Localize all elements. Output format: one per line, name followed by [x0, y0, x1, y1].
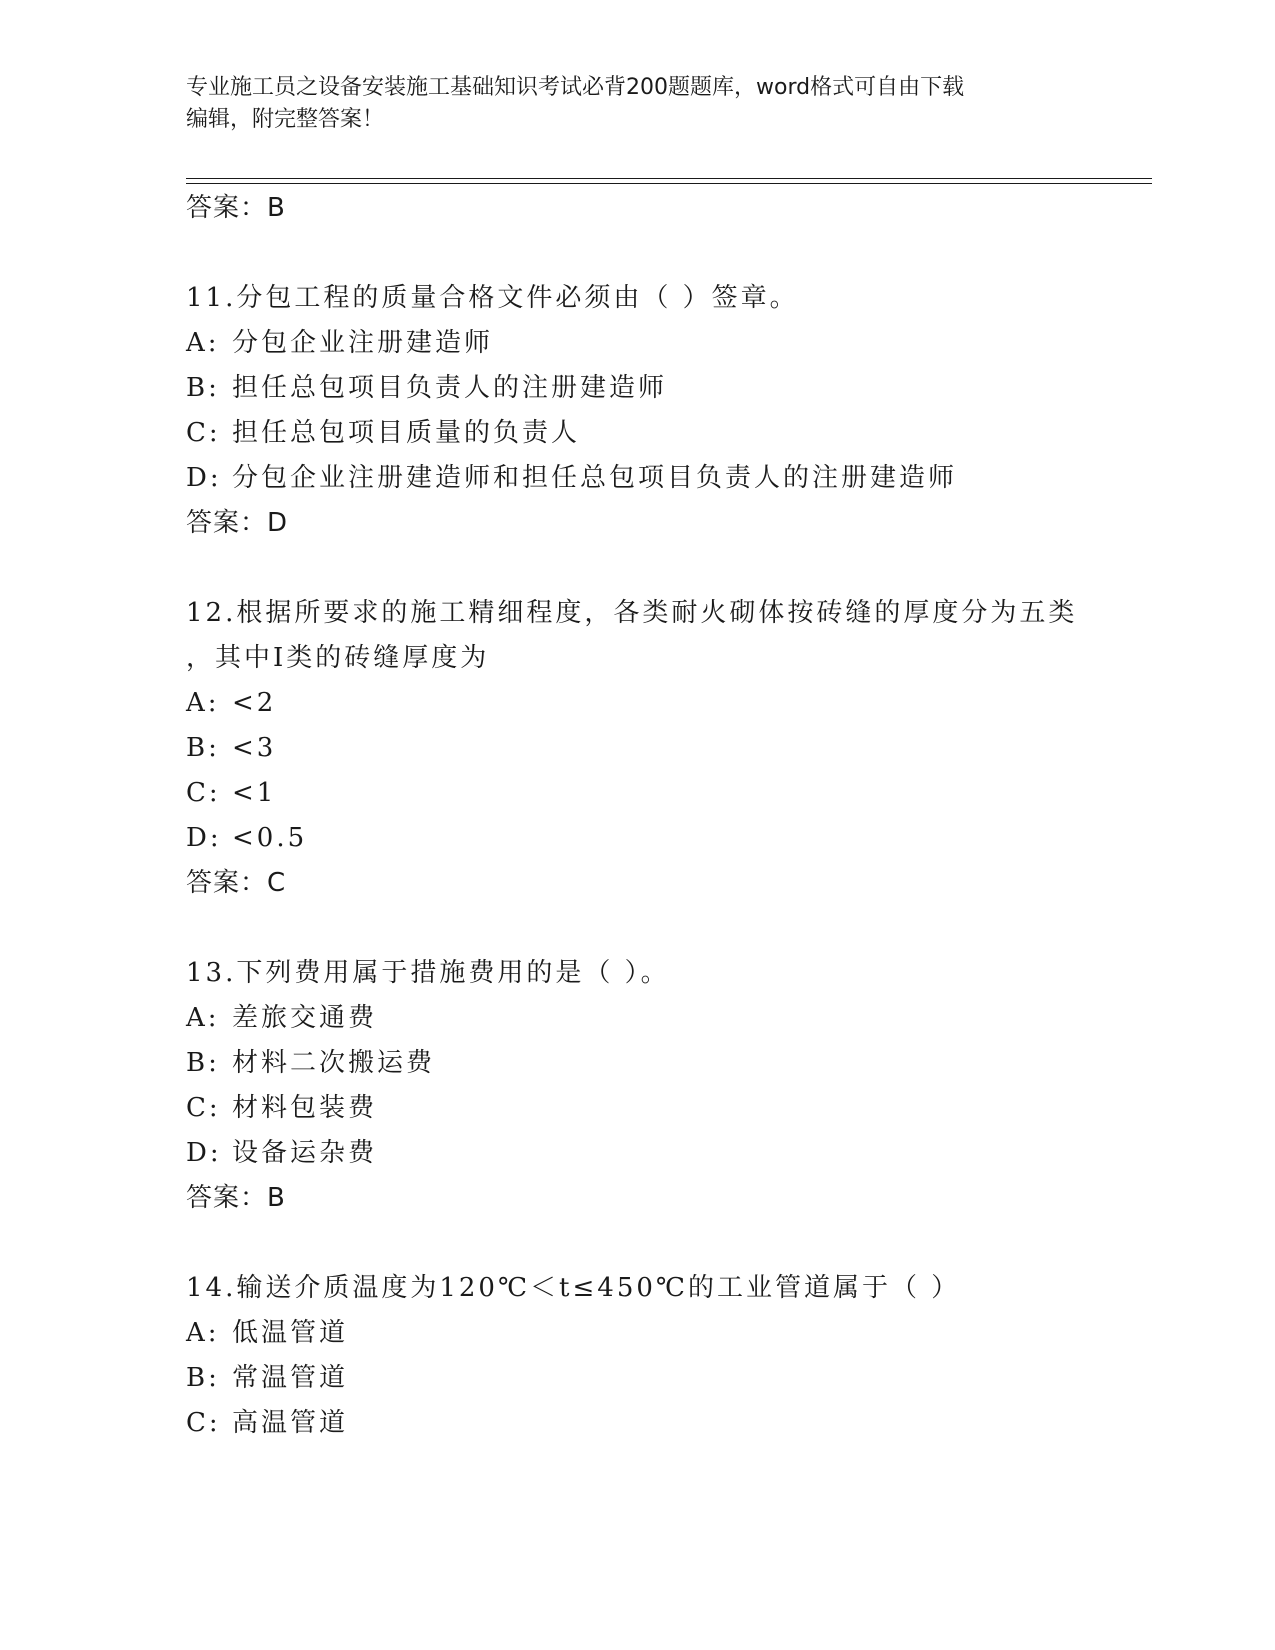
question-11-option-b: [186, 373, 667, 403]
previous-answer: 答案：B: [186, 193, 286, 223]
question-14-option-b: [186, 1363, 348, 1393]
option-text: <1: [232, 778, 277, 808]
question-12-answer: 答案：C: [186, 868, 287, 898]
option-text: 分包企业注册建造师: [232, 328, 494, 358]
header-line-2: 编辑，附完整答案！: [186, 107, 385, 132]
option-label: B:: [186, 733, 220, 763]
option-text: 材料包装费: [232, 1093, 378, 1123]
option-label: D:: [186, 823, 222, 853]
option-label: D:: [186, 463, 222, 493]
option-label: C:: [186, 418, 221, 448]
question-11-option-a: [186, 328, 493, 358]
option-label: D:: [186, 1138, 222, 1168]
question-13-option-b: [186, 1048, 435, 1078]
option-text: 分包企业注册建造师和担任总包项目负责人的注册建造师: [232, 463, 958, 493]
header-rule-top: [186, 178, 1152, 179]
question-12-option-c: [186, 778, 276, 808]
option-text: <2: [232, 688, 277, 718]
question-13-option-a: [186, 1003, 377, 1033]
header-line-1: 专业施工员之设备安装施工基础知识考试必背200题题库，word格式可自由下载: [186, 75, 965, 100]
question-11-option-c: [186, 418, 580, 448]
option-text: 材料二次搬运费: [232, 1048, 436, 1078]
question-14-option-c: [186, 1408, 348, 1438]
question-13-stem: 13.下列费用属于措施费用的是（ ）。: [186, 958, 670, 988]
question-13-option-d: [186, 1138, 377, 1168]
option-text: <3: [232, 733, 277, 763]
question-12-stem-continued: ，其中Ⅰ类的砖缝厚度为: [186, 643, 490, 673]
question-12-option-a: [186, 688, 276, 718]
question-14-stem: 14.输送介质温度为120℃＜t≤450℃的工业管道属于（ ）: [186, 1273, 961, 1303]
option-text: 常温管道: [232, 1363, 349, 1393]
option-label: B:: [186, 373, 220, 403]
header-rule-bottom: [186, 183, 1152, 184]
question-11-option-d: [186, 463, 957, 493]
question-11-answer: 答案：D: [186, 508, 289, 538]
option-label: C:: [186, 1093, 221, 1123]
option-text: 担任总包项目质量的负责人: [232, 418, 581, 448]
question-12-stem: 12.根据所要求的施工精细程度，各类耐火砌体按砖缝的厚度分为五类: [186, 598, 1078, 628]
document-header: [186, 72, 1066, 136]
option-text: <0.5: [232, 823, 308, 853]
option-text: 高温管道: [232, 1408, 349, 1438]
option-text: 低温管道: [232, 1318, 349, 1348]
option-label: A:: [186, 328, 220, 358]
option-text: 担任总包项目负责人的注册建造师: [232, 373, 668, 403]
option-text: 设备运杂费: [232, 1138, 378, 1168]
option-label: C:: [186, 1408, 221, 1438]
question-13-answer: 答案：B: [186, 1183, 286, 1213]
question-13-option-c: [186, 1093, 377, 1123]
option-label: B:: [186, 1048, 220, 1078]
question-11-stem: 11.分包工程的质量合格文件必须由（ ）签章。: [186, 283, 799, 313]
option-label: A:: [186, 1003, 220, 1033]
option-label: C:: [186, 778, 221, 808]
option-label: A:: [186, 688, 220, 718]
question-12-option-b: [186, 733, 276, 763]
option-label: A:: [186, 1318, 220, 1348]
question-12-option-d: [186, 823, 307, 853]
question-14-option-a: [186, 1318, 348, 1348]
option-text: 差旅交通费: [232, 1003, 378, 1033]
option-label: B:: [186, 1363, 220, 1393]
